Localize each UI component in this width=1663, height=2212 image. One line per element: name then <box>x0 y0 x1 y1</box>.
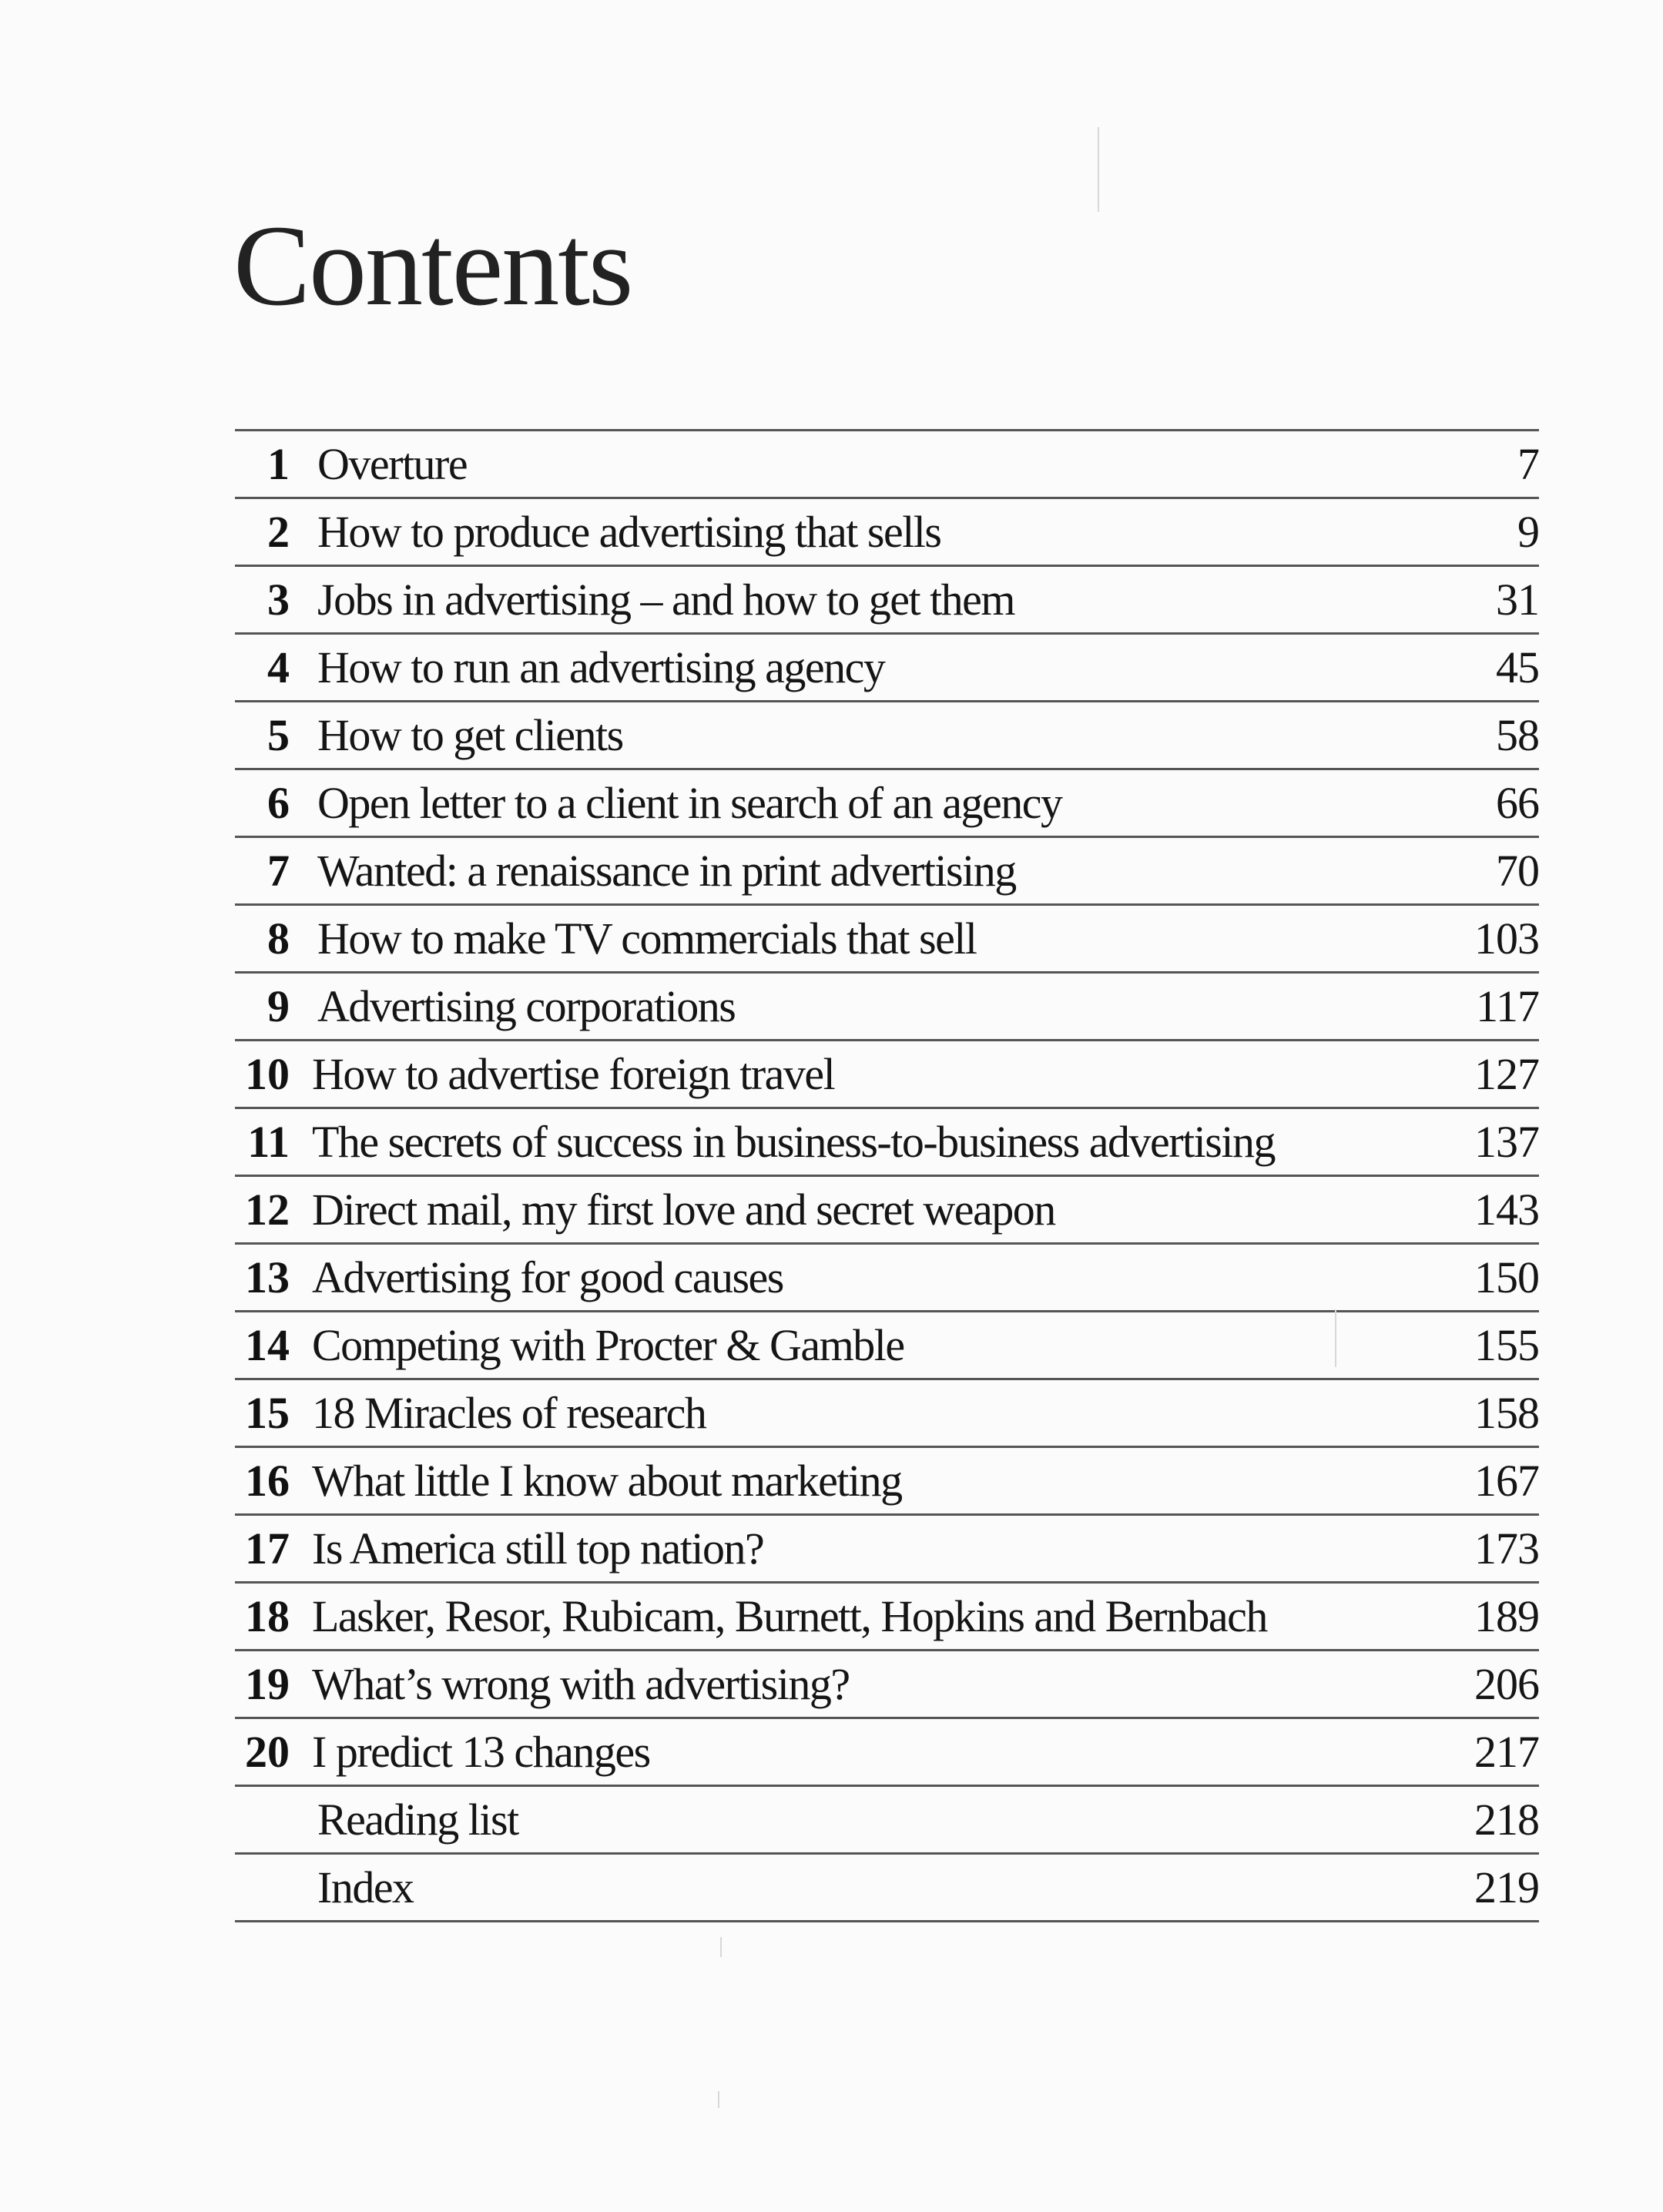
page-number: 66 <box>1496 778 1539 828</box>
page-number: 9 <box>1517 507 1539 557</box>
page-number: 173 <box>1474 1523 1539 1574</box>
toc-row <box>235 770 1539 838</box>
scan-mark <box>718 2091 719 2108</box>
chapter-number: 16 <box>245 1456 290 1506</box>
chapter-number: 18 <box>245 1591 290 1641</box>
chapter-title: How to get clients <box>317 710 623 760</box>
chapter-number: 9 <box>267 981 290 1031</box>
chapter-title: I predict 13 changes <box>312 1727 650 1777</box>
chapter-number: 11 <box>247 1117 290 1167</box>
page-number: 217 <box>1474 1727 1539 1777</box>
scan-mark <box>1098 127 1099 212</box>
scan-mark <box>1335 1309 1336 1367</box>
chapter-number: 6 <box>267 778 290 828</box>
page-number: 137 <box>1474 1117 1539 1167</box>
toc-row <box>235 974 1539 1041</box>
page-number: 155 <box>1474 1320 1539 1370</box>
chapter-number: 12 <box>245 1185 290 1235</box>
chapter-number: 2 <box>267 507 290 557</box>
chapter-number: 13 <box>245 1252 290 1302</box>
toc-row <box>235 567 1539 635</box>
chapter-title: Reading list <box>317 1795 518 1845</box>
toc-row <box>235 1855 1539 1922</box>
toc-row <box>235 838 1539 906</box>
page-number: 127 <box>1474 1049 1539 1099</box>
chapter-number: 15 <box>245 1388 290 1438</box>
chapter-title: Open letter to a client in search of an agency <box>317 778 1062 828</box>
toc-row <box>235 1448 1539 1516</box>
toc-row <box>235 1245 1539 1312</box>
toc-row <box>235 702 1539 770</box>
chapter-title: The secrets of success in business-to-business advertising <box>312 1117 1275 1167</box>
toc-row <box>235 1312 1539 1380</box>
toc-row <box>235 635 1539 702</box>
chapter-number: 4 <box>267 642 290 692</box>
chapter-number: 19 <box>245 1659 290 1709</box>
chapter-number: 8 <box>267 913 290 964</box>
page-number: 167 <box>1474 1456 1539 1506</box>
toc-row <box>235 1380 1539 1448</box>
chapter-title: Advertising corporations <box>317 981 736 1031</box>
page-number: 7 <box>1517 439 1539 489</box>
page-number: 58 <box>1496 710 1539 760</box>
chapter-number: 10 <box>245 1049 290 1099</box>
toc-row <box>235 906 1539 974</box>
chapter-number: 5 <box>267 710 290 760</box>
page-number: 31 <box>1496 575 1539 625</box>
page-number: 103 <box>1474 913 1539 964</box>
toc-row <box>235 431 1539 499</box>
toc-row <box>235 1516 1539 1584</box>
chapter-title: Index <box>317 1862 414 1912</box>
page-number: 143 <box>1474 1185 1539 1235</box>
toc-row <box>235 1584 1539 1651</box>
chapter-title: 18 Miracles of research <box>312 1388 706 1438</box>
chapter-title: How to run an advertising agency <box>317 642 885 692</box>
chapter-title: Is America still top nation? <box>312 1523 764 1574</box>
chapter-title: Overture <box>317 439 468 489</box>
table-of-contents <box>235 429 1539 1922</box>
toc-row <box>235 1109 1539 1177</box>
chapter-title: How to advertise foreign travel <box>312 1049 835 1099</box>
chapter-number: 1 <box>267 439 290 489</box>
chapter-title: How to produce advertising that sells <box>317 507 941 557</box>
toc-row <box>235 1651 1539 1719</box>
page-number: 206 <box>1474 1659 1539 1709</box>
toc-row <box>235 1719 1539 1787</box>
chapter-title: Direct mail, my first love and secret weapon <box>312 1185 1055 1235</box>
chapter-number: 3 <box>267 575 290 625</box>
scan-mark <box>720 1937 722 1957</box>
chapter-number: 14 <box>245 1320 290 1370</box>
toc-row <box>235 1041 1539 1109</box>
chapter-title: What’s wrong with advertising? <box>312 1659 850 1709</box>
page-number: 219 <box>1474 1862 1539 1912</box>
page-number: 218 <box>1474 1795 1539 1845</box>
chapter-number: 20 <box>245 1727 290 1777</box>
chapter-number: 17 <box>245 1523 290 1574</box>
page-number: 70 <box>1496 846 1539 896</box>
page-number: 117 <box>1476 981 1539 1031</box>
chapter-title: Wanted: a renaissance in print advertising <box>317 846 1016 896</box>
chapter-title: Advertising for good causes <box>312 1252 783 1302</box>
chapter-number: 7 <box>267 846 290 896</box>
toc-row <box>235 499 1539 567</box>
page-number: 158 <box>1474 1388 1539 1438</box>
chapter-title: Competing with Procter & Gamble <box>312 1320 904 1370</box>
chapter-title: Lasker, Resor, Rubicam, Burnett, Hopkins and Bernbach <box>312 1591 1267 1641</box>
chapter-title: What little I know about marketing <box>312 1456 902 1506</box>
page-number: 189 <box>1474 1591 1539 1641</box>
page-number: 150 <box>1474 1252 1539 1302</box>
page-number: 45 <box>1496 642 1539 692</box>
chapter-title: Jobs in advertising – and how to get them <box>317 575 1015 625</box>
chapter-title: How to make TV commercials that sell <box>317 913 977 964</box>
toc-row <box>235 1787 1539 1855</box>
toc-row <box>235 1177 1539 1245</box>
page-title: Contents <box>233 202 632 330</box>
